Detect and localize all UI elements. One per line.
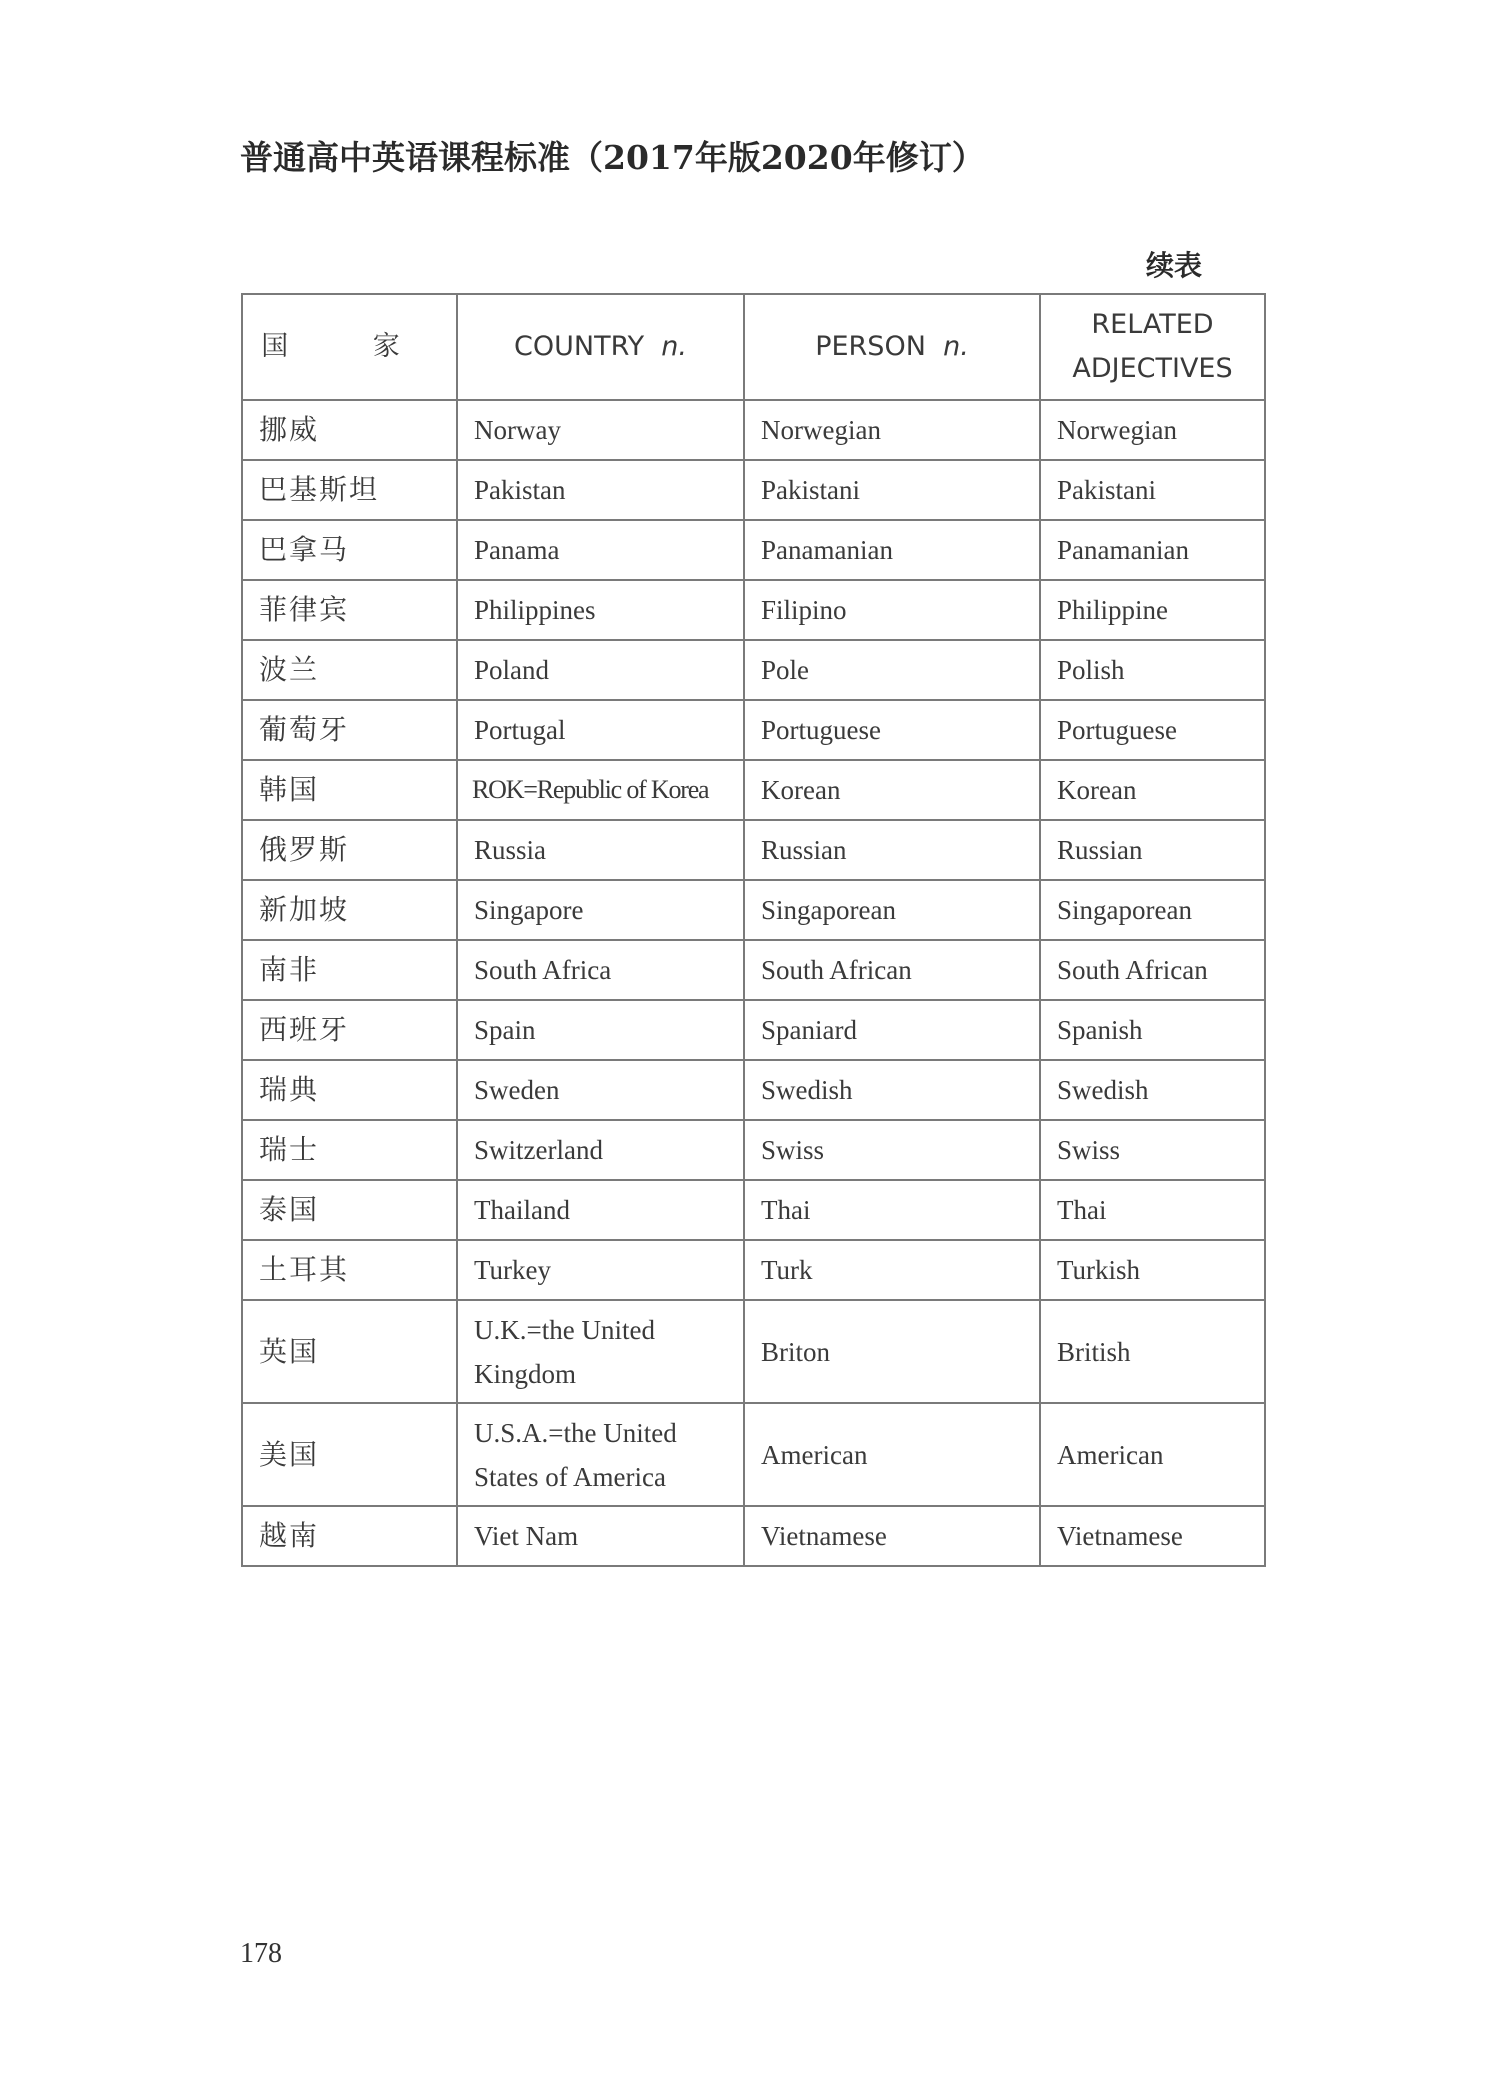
cell-cn: 泰国 [242,1180,457,1240]
cell-person: Pakistani [744,460,1040,520]
table-row [242,760,1265,820]
cell-adjective: Spanish [1040,1000,1265,1060]
table-row [242,1240,1265,1300]
cell-cn: 巴基斯坦 [242,460,457,520]
header-related-adjectives: RELATED ADJECTIVES [1040,294,1265,400]
cell-person: Russian [744,820,1040,880]
cell-adjective: South African [1040,940,1265,1000]
cell-adjective: American [1040,1403,1265,1506]
cell-person: Singaporean [744,880,1040,940]
cell-cn: 西班牙 [242,1000,457,1060]
cell-person: Swiss [744,1120,1040,1180]
cell-adjective: Turkish [1040,1240,1265,1300]
table-row [242,700,1265,760]
cell-country: U.K.=the United Kingdom [457,1300,744,1403]
cell-cn: 越南 [242,1506,457,1566]
table-row [242,520,1265,580]
cell-cn: 英国 [242,1300,457,1403]
cell-cn: 瑞士 [242,1120,457,1180]
cell-country: Thailand [457,1180,744,1240]
table-row [242,460,1265,520]
cell-person: Norwegian [744,400,1040,460]
cell-country: Philippines [457,580,744,640]
table-row [242,940,1265,1000]
cell-adjective: Panamanian [1040,520,1265,580]
country-vocabulary-table [241,293,1266,1567]
cell-cn: 韩国 [242,760,457,820]
table-row [242,1000,1265,1060]
cell-adjective: Russian [1040,820,1265,880]
table-row [242,1180,1265,1240]
cell-country: Norway [457,400,744,460]
cell-cn: 葡萄牙 [242,700,457,760]
cell-person: Filipino [744,580,1040,640]
cell-cn: 瑞典 [242,1060,457,1120]
cell-person: Swedish [744,1060,1040,1120]
cell-country: Pakistan [457,460,744,520]
running-head: 普通高中英语课程标准（2017年版2020年修订） [240,138,985,177]
cell-person: Briton [744,1300,1040,1403]
page-number: 178 [240,1938,282,1969]
table-row [242,640,1265,700]
cell-cn: 新加坡 [242,880,457,940]
cell-cn: 波兰 [242,640,457,700]
continued-label: 续表 [1146,249,1203,282]
cell-person: Turk [744,1240,1040,1300]
cell-person: Thai [744,1180,1040,1240]
cell-country: South Africa [457,940,744,1000]
cell-person: South African [744,940,1040,1000]
cell-country: ROK=Republic of Korea [457,760,744,820]
cell-country: Turkey [457,1240,744,1300]
cell-cn: 巴拿马 [242,520,457,580]
cell-cn: 俄罗斯 [242,820,457,880]
table-header-row [242,294,1265,400]
cell-person: Pole [744,640,1040,700]
cell-country: Sweden [457,1060,744,1120]
cell-country: Russia [457,820,744,880]
cell-person: Korean [744,760,1040,820]
cell-cn: 南非 [242,940,457,1000]
cell-adjective: Singaporean [1040,880,1265,940]
cell-cn: 土耳其 [242,1240,457,1300]
cell-country: Poland [457,640,744,700]
cell-adjective: Pakistani [1040,460,1265,520]
table-row [242,400,1265,460]
cell-adjective: Korean [1040,760,1265,820]
cell-country: U.S.A.=the United States of America [457,1403,744,1506]
cell-country: Portugal [457,700,744,760]
cell-country: Viet Nam [457,1506,744,1566]
table-row [242,1120,1265,1180]
cell-cn: 美国 [242,1403,457,1506]
cell-person: Spaniard [744,1000,1040,1060]
cell-country: Switzerland [457,1120,744,1180]
table-row [242,880,1265,940]
cell-adjective: Portuguese [1040,700,1265,760]
table-row [242,1403,1265,1506]
cell-adjective: Thai [1040,1180,1265,1240]
table-row [242,1300,1265,1403]
cell-cn: 挪威 [242,400,457,460]
table-row [242,580,1265,640]
cell-adjective: British [1040,1300,1265,1403]
table-row [242,1506,1265,1566]
cell-person: Portuguese [744,700,1040,760]
header-country: COUNTRY n. [457,294,744,400]
cell-person: American [744,1403,1040,1506]
table-row [242,1060,1265,1120]
cell-adjective: Norwegian [1040,400,1265,460]
cell-cn: 菲律宾 [242,580,457,640]
cell-country: Singapore [457,880,744,940]
cell-adjective: Philippine [1040,580,1265,640]
cell-adjective: Swedish [1040,1060,1265,1120]
cell-country: Panama [457,520,744,580]
cell-adjective: Polish [1040,640,1265,700]
header-person: PERSON n. [744,294,1040,400]
cell-country: Spain [457,1000,744,1060]
cell-adjective: Swiss [1040,1120,1265,1180]
cell-adjective: Vietnamese [1040,1506,1265,1566]
cell-person: Vietnamese [744,1506,1040,1566]
header-country-cn: 国 家 [242,294,457,400]
table-row [242,820,1265,880]
cell-person: Panamanian [744,520,1040,580]
